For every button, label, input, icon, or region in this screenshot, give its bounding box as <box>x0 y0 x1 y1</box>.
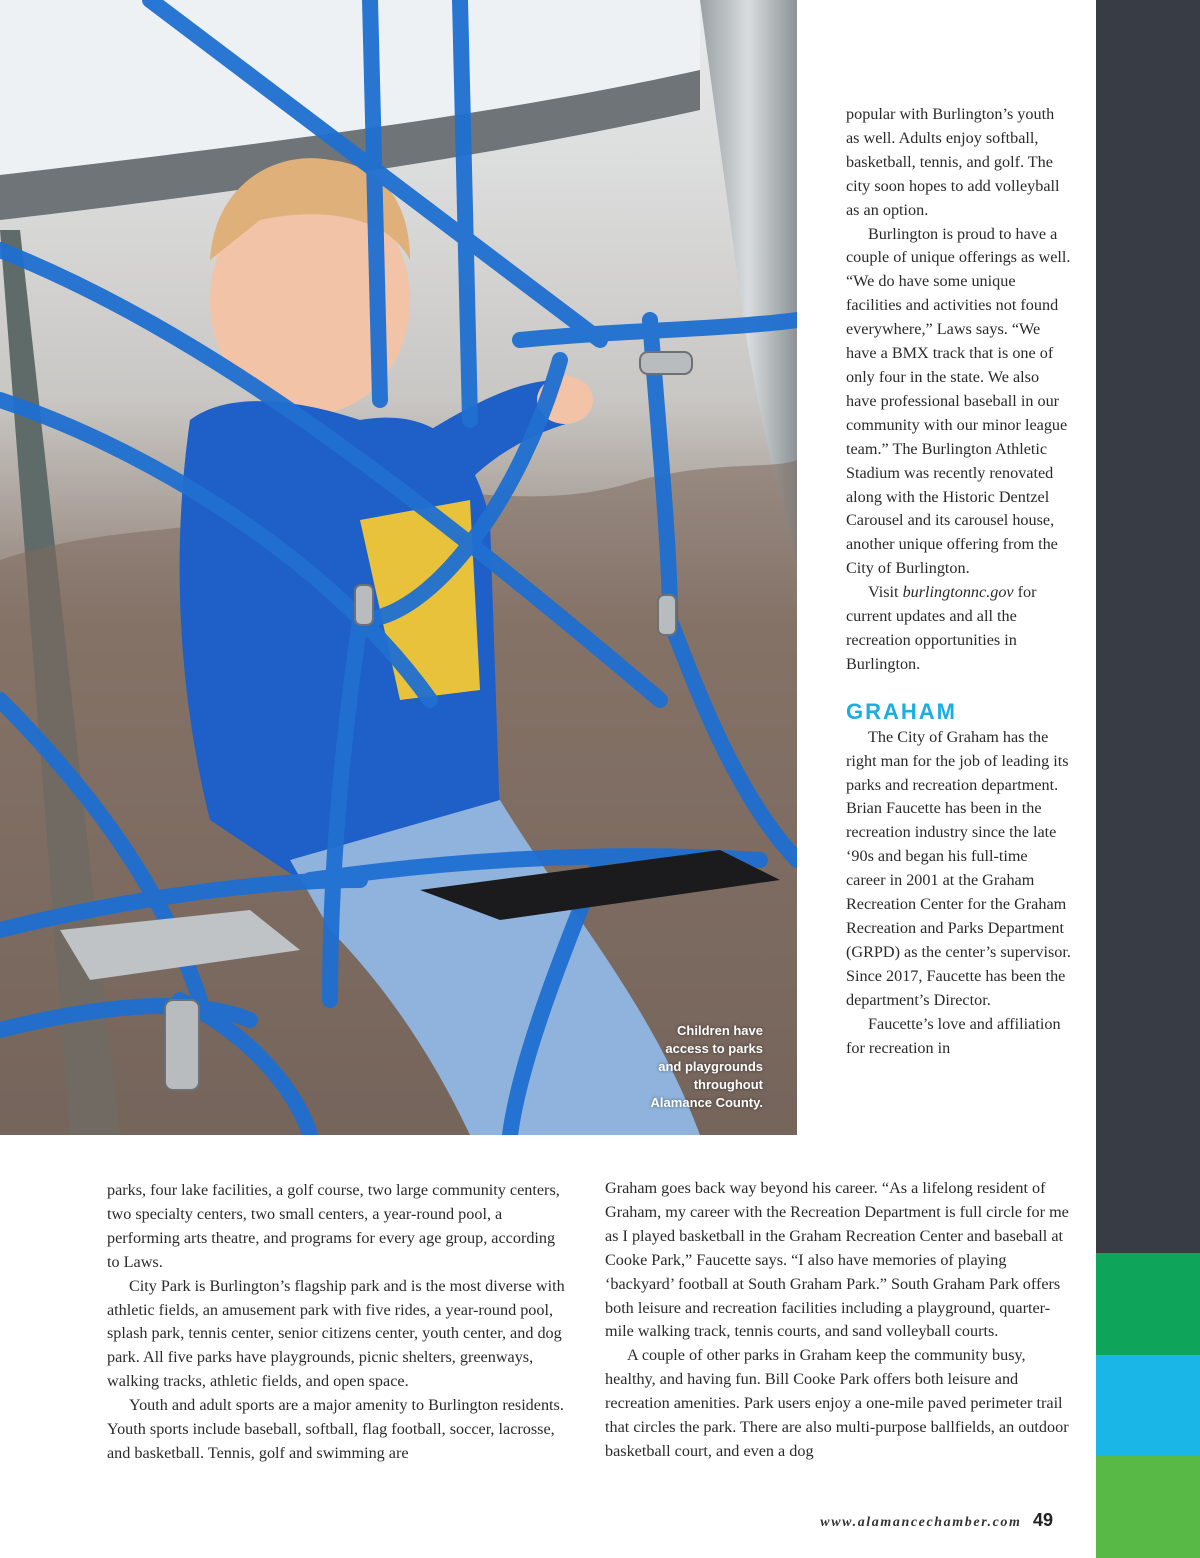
paragraph: Graham goes back way beyond his career. “As a lifelong resident of Graham, my career with the Recreation Department is full circle for me as I played basketball in the Graham Recreation Center and baseball at Cooke Park,” Faucette says. “I also have memories of playing ‘backyard’ football at South Graham Park.” South Graham Park offers both leisure and recreation facilities including a playground, quarter-mile walking track, tennis courts, and sand volleyball courts. <box>605 1179 1069 1341</box>
paragraph: Burlington is proud to have a couple of unique offerings as well. “We do have some unique facilities and activities not found everywhere,” Laws says. “We have a BMX track that is one of only four in the state. We also have professional baseball in our community with our minor league team.” The Burlington Athletic Stadium was recently renovated along with the Historic Dentzel Carousel and its carousel house, another unique offering from the City of Burlington. <box>846 224 1071 578</box>
strip-green <box>1096 1253 1200 1355</box>
caption-line: Children have <box>677 1023 763 1038</box>
photo-caption <box>593 1022 763 1112</box>
paragraph: Youth and adult sports are a major amenity to Burlington residents. Youth sports include baseball, softball, flag football, soccer, lacrosse, and basketball. Tennis, golf and swimming are <box>107 1396 564 1462</box>
playground-photo <box>0 0 797 1135</box>
caption-line: Alamance County. <box>650 1095 763 1110</box>
paragraph: City Park is Burlington’s flagship park and is the most diverse with athletic fields, an amusement park with five rides, a year-round pool, splash park, tennis center, senior citizens center, youth center, and dog park. All five parks have playgrounds, picnic shelters, greenways, walking tracks, athletic fields, and open space. <box>107 1276 565 1391</box>
right-text-column <box>846 103 1071 1060</box>
section-heading-graham: GRAHAM <box>846 698 957 724</box>
paragraph: Faucette’s love and affiliation for recreation in <box>846 1014 1061 1057</box>
caption-line: and playgrounds <box>658 1059 763 1074</box>
text-run: for current updates and all the recreation opportunities in Burlington. <box>846 583 1037 673</box>
left-text-column <box>107 1179 569 1466</box>
middle-text-column <box>605 1177 1071 1464</box>
footer-url-link[interactable]: www.alamancechamber.com <box>820 1515 1022 1530</box>
paragraph <box>846 581 1071 677</box>
page-number: 49 <box>1032 1510 1053 1530</box>
paragraph: popular with Burlington’s youth as well. Adults enjoy softball, basketball, tennis, and golf. The city soon hopes to add volleyball as an option. <box>846 105 1060 219</box>
strip-cyan <box>1096 1355 1200 1456</box>
website-link[interactable]: burlingtonnc.gov <box>902 583 1014 602</box>
photo-illustration <box>0 0 797 1135</box>
text-run: Visit <box>868 583 903 602</box>
strip-dark <box>1096 0 1200 1253</box>
paragraph: parks, four lake facilities, a golf course, two large community centers, two specialty centers, two small centers, a year-round pool, a performing arts theatre, and programs for every age group, according to Laws. <box>107 1181 560 1271</box>
page-footer <box>820 1510 1053 1531</box>
side-color-strip <box>1096 0 1200 1558</box>
caption-line: access to parks <box>665 1041 763 1056</box>
paragraph: A couple of other parks in Graham keep the community busy, healthy, and having fun. Bill Cooke Park offers both leisure and recreation amenities. Park users enjoy a one-mile paved perimeter trail that circles the park. There are also multi-purpose ballfields, an outdoor basketball court, and even a dog <box>605 1346 1069 1460</box>
paragraph: The City of Graham has the right man for the job of leading its parks and recreation department. Brian Faucette has been in the recreation industry since the late ‘90s and began his full-time career in 2001 at the Graham Recreation Center for the Graham Recreation and Parks Department (GRPD) as the center’s supervisor. Since 2017, Faucette has been the department’s Director. <box>846 727 1071 1009</box>
caption-line: throughout <box>693 1077 763 1092</box>
strip-lime <box>1096 1456 1200 1558</box>
